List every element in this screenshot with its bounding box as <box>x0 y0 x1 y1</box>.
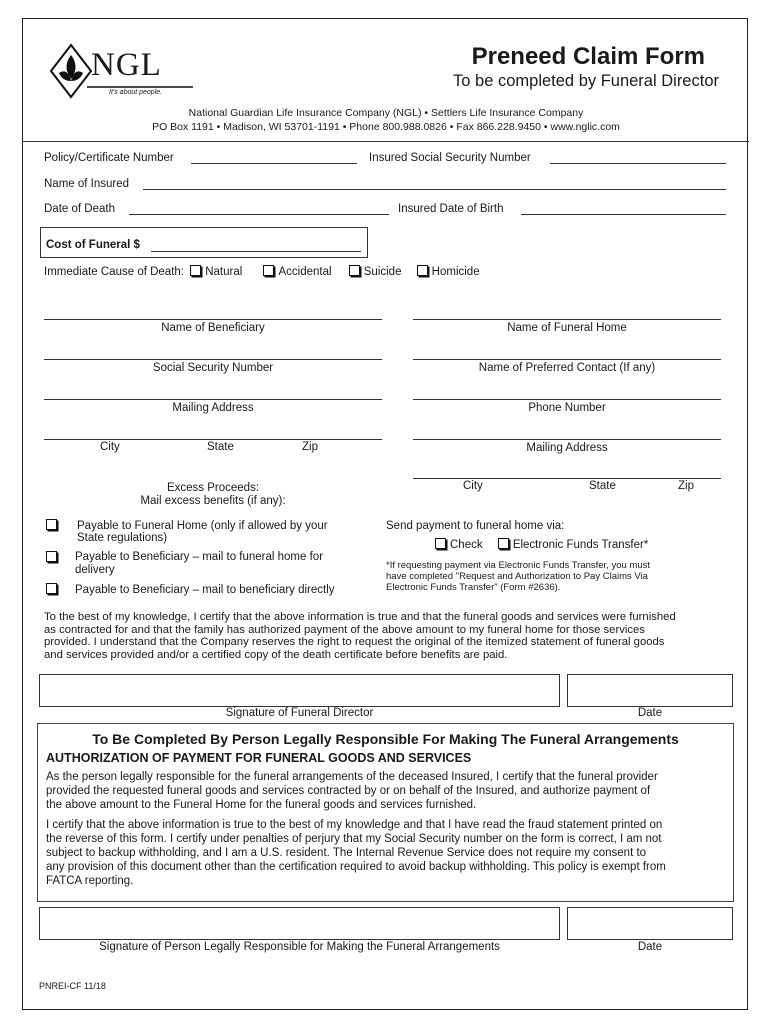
cost-of-funeral-field[interactable] <box>151 251 361 252</box>
beneficiary-mailing-field[interactable] <box>44 399 382 400</box>
eft-note-1: *If requesting payment via Electronic Funds Transfer, you must <box>386 560 651 571</box>
eft-note-3: Electronic Funds Transfer" (Form #2636). <box>386 582 561 593</box>
natural-label: Natural <box>205 266 243 278</box>
cause-of-death-label: Immediate Cause of Death: <box>44 266 184 278</box>
funeral-home-city-field[interactable] <box>413 478 721 479</box>
suicide-label: Suicide <box>363 266 402 278</box>
payable-beneficiary-fh-label-1: Payable to Beneficiary – mail to funeral home for <box>75 551 324 563</box>
excess-proceeds-title: Excess Proceeds: <box>166 482 260 494</box>
accidental-checkbox[interactable] <box>263 265 274 276</box>
header-divider <box>23 141 749 142</box>
ngl-logo <box>47 41 217 101</box>
suicide-checkbox[interactable] <box>349 265 360 276</box>
beneficiary-city-label: City <box>100 441 120 453</box>
responsible-p2-line-2: the reverse of this form. I certify under penalties of perjury that my Social Security number on the form is correct, I am not <box>46 833 662 845</box>
funeral-director-date-box[interactable] <box>567 674 733 707</box>
address-line: PO Box 1191 • Madison, WI 53701-1191 • Phone 800.988.0826 • Fax 866.228.9450 • www.nglic.com <box>152 121 620 133</box>
responsible-p1-line-1: As the person legally responsible for the funeral arrangements of the deceased Insured, I certify that the funeral provider <box>46 771 658 783</box>
beneficiary-mailing-label: Mailing Address <box>172 402 254 414</box>
natural-checkbox[interactable] <box>190 265 201 276</box>
insured-dob-label: Insured Date of Birth <box>398 203 504 215</box>
funeral-director-signature-label: Signature of Funeral Director <box>225 707 374 719</box>
insured-ssn-field[interactable] <box>550 163 726 164</box>
funeral-home-name-label: Name of Funeral Home <box>507 322 627 334</box>
cause-of-death-row <box>44 265 480 278</box>
responsible-p2-line-1: I certify that the above information is true to the best of my knowledge and that I have read the fraud statement printed on <box>46 819 663 831</box>
company-line: National Guardian Life Insurance Company (NGL) • Settlers Life Insurance Company <box>188 107 584 119</box>
beneficiary-state-label: State <box>207 441 234 453</box>
payment-options-row <box>435 538 648 551</box>
beneficiary-zip-label: Zip <box>302 441 318 453</box>
responsible-heading: To Be Completed By Person Legally Responsible For Making The Funeral Arrangements <box>92 731 679 747</box>
check-label: Check <box>450 539 483 551</box>
responsible-p1-line-2: provided the requested funeral goods and services contracted by or on behalf of the Insured, and authorize payment of <box>46 785 651 797</box>
certification-line-3: provided. I understand that the Company reserves the right to request the original of the itemized statement of funeral goods <box>44 636 665 648</box>
date-of-death-label: Date of Death <box>44 203 115 215</box>
insured-dob-field[interactable] <box>521 214 726 215</box>
payable-beneficiary-direct-label: Payable to Beneficiary – mail to beneficiary directly <box>75 584 335 596</box>
funeral-home-name-field[interactable] <box>413 319 721 320</box>
accidental-label: Accidental <box>278 266 332 278</box>
responsible-p2-line-4: any provision of this document other than the certification required to avoid backup withholding. This policy is exempt from <box>46 861 666 873</box>
payable-beneficiary-fh-checkbox[interactable] <box>46 551 57 562</box>
authorization-subheading: AUTHORIZATION OF PAYMENT FOR FUNERAL GOODS AND SERVICES <box>46 751 472 765</box>
funeral-home-phone-field[interactable] <box>413 399 721 400</box>
preferred-contact-field[interactable] <box>413 359 721 360</box>
excess-proceeds-subtitle: Mail excess benefits (if any): <box>140 495 286 507</box>
logo-tagline: It's about people. <box>109 89 163 96</box>
eft-note-2: have completed "Request and Authorization to Pay Claims Via <box>386 571 648 582</box>
beneficiary-name-field[interactable] <box>44 319 382 320</box>
responsible-p1-line-3: the above amount to the Funeral Home for the funeral goods and services furnished. <box>46 799 477 811</box>
insured-name-field[interactable] <box>143 189 726 190</box>
date-of-death-field[interactable] <box>129 214 389 215</box>
funeral-director-signature-box[interactable] <box>39 674 560 707</box>
beneficiary-city-field[interactable] <box>44 439 382 440</box>
payable-beneficiary-fh-label-2: delivery <box>75 564 115 576</box>
responsible-date-label: Date <box>637 941 663 953</box>
check-checkbox[interactable] <box>435 538 446 549</box>
responsible-paragraph-2 <box>46 818 728 888</box>
responsible-p2-line-3: subject to backup withholding, and I am a U.S. resident. The Internal Revenue Service does not require my consent to <box>46 847 647 859</box>
insured-name-label: Name of Insured <box>44 178 130 190</box>
certification-line-2: as contracted for and that the family has authorized payment of the above amount to my funeral home for those services <box>44 623 645 636</box>
cost-of-funeral-label: Cost of Funeral $ <box>46 239 140 251</box>
funeral-home-phone-label: Phone Number <box>528 402 606 414</box>
payment-method-label: Send payment to funeral home via: <box>386 520 565 532</box>
funeral-home-state-label: State <box>589 480 616 492</box>
policy-number-field[interactable] <box>191 163 357 164</box>
payable-funeral-home-label-2: State regulations) <box>77 532 168 544</box>
form-page <box>22 18 748 1010</box>
payable-funeral-home-label-1: Payable to Funeral Home (only if allowed by your <box>77 520 328 532</box>
funeral-home-mailing-label: Mailing Address <box>526 442 608 454</box>
logo-text: NGL <box>91 47 162 83</box>
responsible-paragraph-1 <box>46 770 728 812</box>
homicide-checkbox[interactable] <box>417 265 428 276</box>
beneficiary-ssn-field[interactable] <box>44 359 382 360</box>
beneficiary-ssn-label: Social Security Number <box>152 362 274 374</box>
certification-line-4: and services provided and/or a certified copy of the death certificate before benefits are paid. <box>44 648 508 661</box>
payable-funeral-home-checkbox[interactable] <box>46 519 57 530</box>
responsible-signature-label: Signature of Person Legally Responsible for Making the Funeral Arrangements <box>99 941 500 953</box>
eft-label: Electronic Funds Transfer* <box>512 539 649 551</box>
policy-number-label: Policy/Certificate Number <box>44 152 174 164</box>
preferred-contact-label: Name of Preferred Contact (If any) <box>478 362 656 374</box>
homicide-label: Homicide <box>431 266 480 278</box>
responsible-signature-box[interactable] <box>39 907 560 940</box>
beneficiary-name-label: Name of Beneficiary <box>161 322 265 334</box>
responsible-date-box[interactable] <box>567 907 733 940</box>
certification-line-1: To the best of my knowledge, I certify that the above information is true and that the funeral goods and services were furnished <box>44 611 676 623</box>
form-code: PNREI-CF 11/18 <box>39 981 106 991</box>
insured-ssn-label: Insured Social Security Number <box>369 152 531 164</box>
eft-checkbox[interactable] <box>498 538 509 549</box>
payable-beneficiary-direct-checkbox[interactable] <box>46 583 57 594</box>
funeral-home-mailing-field[interactable] <box>413 439 721 440</box>
funeral-home-city-label: City <box>463 480 483 492</box>
responsible-p2-line-5: FATCA reporting. <box>46 875 134 887</box>
funeral-director-date-label: Date <box>637 707 663 719</box>
form-title: Preneed Claim Form <box>471 43 705 70</box>
form-subtitle: To be completed by Funeral Director <box>453 72 719 90</box>
certification-text <box>44 611 728 661</box>
funeral-home-zip-label: Zip <box>678 480 694 492</box>
